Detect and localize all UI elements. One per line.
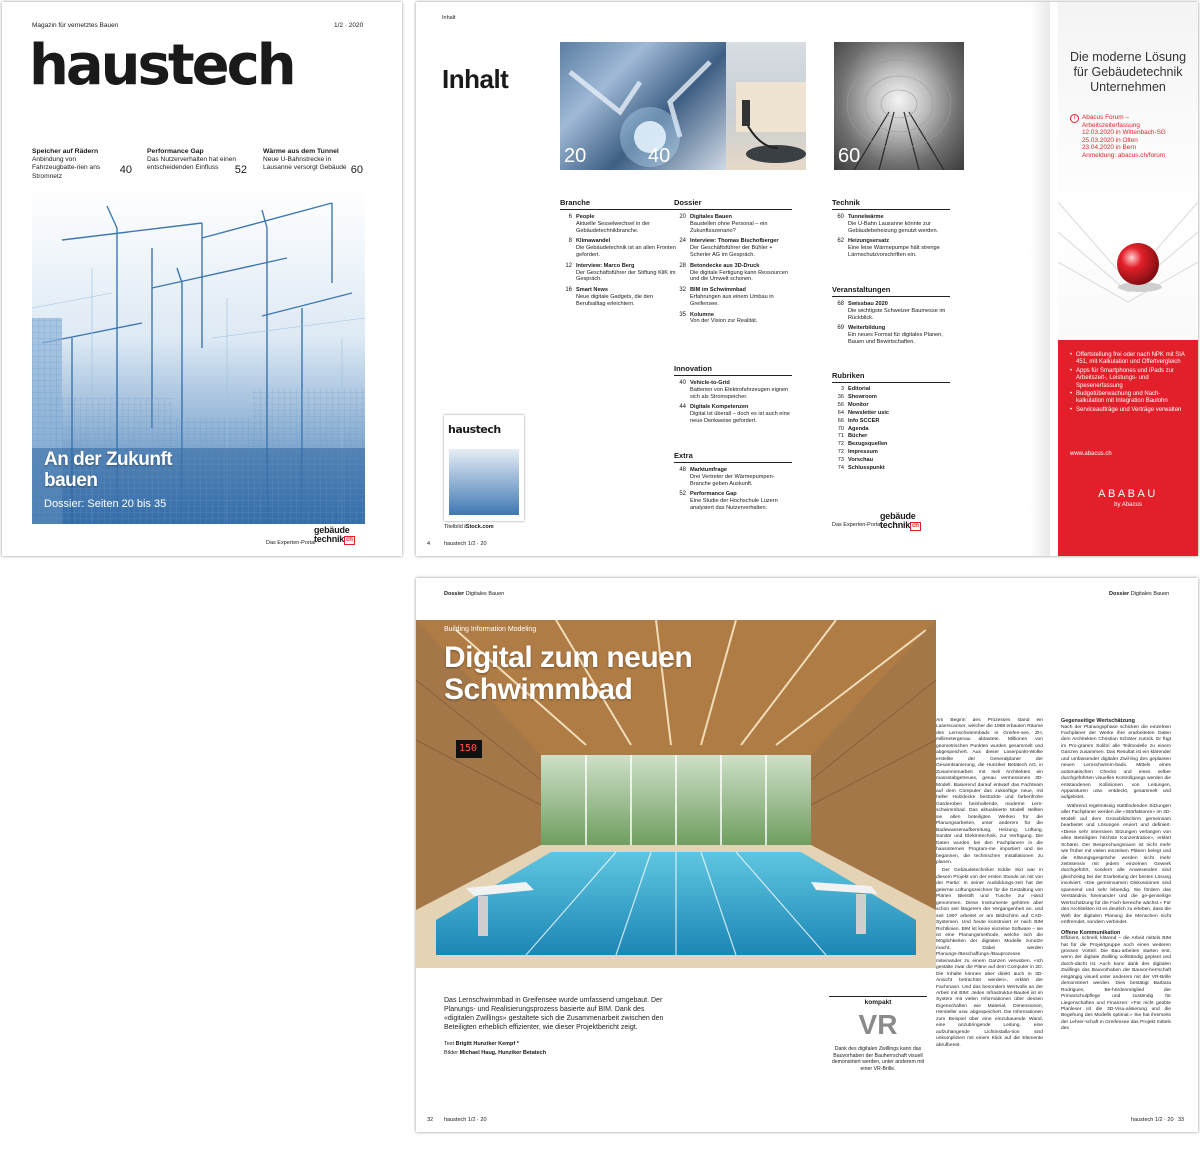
article-kicker: Building Information Modeling: [444, 626, 537, 633]
kompakt-text: Dank des digitalen Zwillings kann das Bauvorhaben der Bauherrschaft visuell demonstriert werden, unter anderem mit einer VR-Brille.: [831, 1046, 925, 1072]
entry-title: Vorschau: [848, 457, 874, 464]
entry-title: Showroom: [848, 393, 877, 400]
entry-description: Der Geschäftsführer der Stiftung KliK im Gespräch.: [576, 269, 676, 283]
abacus-advertisement[interactable]: [1058, 2, 1198, 556]
section-heading: Dossier: [674, 198, 792, 210]
ad-bullet: • Budgetüberwachung und Nach-kalkulation mit Integration Baulohn: [1070, 391, 1188, 406]
ababau-sub: by Abacus: [1114, 502, 1142, 508]
entry-title: Vehicle-to-Grid: [690, 380, 730, 386]
forum-date: 12.03.2020 in Wittenbach-SG: [1082, 129, 1166, 137]
toc-section-extra: [674, 451, 792, 512]
gebaeudetechnik-logo[interactable]: [314, 526, 355, 545]
entry-title: Interview: Marco Berg: [576, 262, 635, 269]
scoreboard-display: 150: [459, 743, 478, 754]
image-page-number: 40: [648, 145, 671, 167]
ev-charger-icon: [726, 42, 806, 170]
body-paragraph: Effizient, schnell, klärend – die Arbeit mittels BIM hat für die Projektgruppe noch einen weiteren grossen Vorteil: Die Bau-arbeiten starten erst, wenn der digitale Zwilling vollständig geplant und durch-dacht ist. Auch kann dank des digitalen Zwillings das Bauvorhaben der Bauvor-herrschaft eingängig visuell unter anderem mit der VR-Brille demonstriert werden. Dies bestätigt Barbara Rodrigues, Be-hördenmitglied der Primarschulpflege und zuständig für Liegenschaften und Finanzen: «Für nicht geübte Planleser ist die 3D-Visu-alisierung und die Begehung des Modells optimal.» Sie hat ihrerseits der Lehrer-schaft in Greifensee das Projekt mittels des: [1061, 936, 1171, 1032]
entry-page: 68: [837, 301, 844, 307]
entry-title: Schlusspunkt: [848, 465, 885, 472]
teaser-text: Neue U-Bahnstrecke in Lausanne versorgt Gebäude: [263, 156, 347, 172]
thumb-image: [449, 449, 519, 515]
body-paragraph: Nach der Planungsphase schicken die einzelnen Fachplaner der Werke ihre erarbeiteten Daten dem Architekten Christian Schärer zurück. Er fügt im Pro-gramm Solibri alle Teilmodelle zu einem Ganzen zusammen. Das Resultat ist ein klärender und umfassender digitaler Zwil-ling des geplanten neuen Lernschwimm-bads. Mittels eines automatischen Checks und eines selber durchgeführten visuellen Kontrollgangs werden die entstandenen Kollisionen von Leitungen, Apparaturen usw. entdeckt, gesammelt und aufgelistet.: [1061, 724, 1171, 801]
toc-entry[interactable]: [674, 380, 792, 400]
entry-page: 72: [837, 441, 844, 448]
entry-title: Marktumfrage: [690, 467, 727, 473]
gebaeudetechnik-logo[interactable]: [880, 512, 921, 531]
body-paragraph: Während regelmässig stattfindenden Sitzungen aller Fachplaner werden die «Störfaktoren» im 3D-Modell auf dem Grossbildschirm gemeinsam bearbeitet und Lösungen eruiert und definiert. «Diese sehr intensiven Sitzungen verlangen von allen Beteiligten höchste Konzentration», erklärt Schärer. Der Besprechungsraum ist nicht mehr wie früher mit vielen einzelnen Plänen belegt und die Klärungsgespräche werden nicht mehr zeitintensiv mit jedem einzelnen Gewerk durchgeführt, sondern alle Anwesenden sind gleichzeitig bei der Erarbeitung der besten Lösung involviert. «Die gemeinsamen Diskussionen sind spannend und sehr lebendig. Sie fördern das Verständnis füreinander und die ge-genseitige Wertschätzung für die Fach-bereiche wächst.» Für den Architekten ist es deutlich zu erleben, dass die Welt der digitalen Planung die Menschen nicht entfremdet, sondern verbindet.: [1061, 803, 1171, 926]
ad-forum-block[interactable]: [1070, 114, 1188, 160]
entry-title: Smart News: [576, 287, 609, 294]
cover-wordmark: haustech: [29, 33, 294, 98]
running-head-left: [444, 591, 504, 598]
running-head: Inhalt: [442, 15, 456, 21]
entry-title: Betondecke aus 3D-Druck: [690, 262, 760, 269]
cover-issue: 1/2 · 2020: [334, 22, 364, 29]
logo-word2: technik: [880, 520, 911, 530]
gutter-shadow: [1030, 2, 1050, 556]
rubrik-item[interactable]: [832, 402, 950, 410]
rubrik-item[interactable]: [832, 418, 950, 426]
entry-title: Interview: Thomas Bischofberger: [690, 238, 779, 245]
toc-entry[interactable]: [674, 214, 792, 234]
entry-page: 62: [837, 238, 844, 245]
entry-title: Performance Gap: [690, 491, 737, 498]
entry-description: Neue digitale Gadgets, die den Berufsalltag erleichtern.: [576, 293, 653, 307]
toc-entry[interactable]: [560, 238, 678, 258]
credit-text: [444, 1041, 519, 1048]
teaser-page: 40: [119, 164, 132, 176]
rubrik-item[interactable]: [832, 441, 950, 449]
entry-title: Kolumne: [690, 311, 714, 318]
subheading: Offene Kommunikation: [1061, 929, 1121, 936]
entry-description: Die U-Bahn Lausanne könnte zur Gebäudebeheizung genutzt werden.: [848, 220, 939, 234]
running-head-right: [1109, 591, 1169, 598]
image-page-number: 60: [838, 145, 861, 167]
logo-word2: technik: [314, 534, 345, 544]
entry-page: 73: [837, 457, 844, 464]
logo-suffix: ch: [912, 523, 919, 529]
toc-image-tunnel[interactable]: [834, 42, 964, 170]
entry-page: 24: [679, 238, 686, 245]
running-head-topic: Digitales Bauen: [465, 591, 505, 597]
entry-description: Die digitale Fertigung kann Ressourcen und die Umwelt schonen.: [690, 269, 788, 283]
credit-name: Brigitt Hunziker Kempf *: [455, 1041, 519, 1047]
entry-page: 64: [837, 409, 844, 416]
logo-suffix: ch: [346, 537, 353, 543]
entry-description: Von der Vision zur Realität.: [690, 318, 758, 325]
titlebild-credit: [444, 524, 494, 531]
logo-word1: gebäude: [880, 511, 916, 521]
teaser-page: 60: [350, 164, 363, 176]
rubrik-item[interactable]: [832, 465, 950, 473]
toc-section-dossier: [674, 198, 792, 325]
section-heading: Veranstaltungen: [832, 285, 950, 297]
entry-description: Ein neues Format für digitales Planen, Bauen und Bewirtschaften.: [848, 332, 943, 345]
cover-teaser-1[interactable]: [32, 148, 132, 181]
footer-right-issue: haustech 1/2 · 20: [1131, 1117, 1174, 1123]
entry-page: 69: [837, 325, 844, 332]
info-icon: i: [1070, 114, 1079, 123]
entry-title: Monitor: [848, 401, 869, 408]
body-column-2: [1061, 718, 1171, 1110]
entry-description: Die Gebäudetechnik ist an allen Fronten gefordert.: [576, 245, 676, 258]
entry-title: Heizungsersatz: [848, 238, 890, 245]
section-heading: Technik: [832, 198, 950, 210]
titlebild-source: iStock.com: [464, 524, 494, 530]
entry-page: 32: [679, 287, 686, 294]
ad-bullet: • Offertstellung frei oder nach NPK mit SIA 451, mit Kalkulation und Offertvergleich: [1070, 352, 1188, 367]
article-lead: Das Lernschwimmbad in Greifensee wurde umfassend umgebaut. Der Planungs- und Realisierungsprozess basierte auf BIM. Dank des «digitalen Zwillings» gestaltete sich die Zusammenarbeit zwischen den Beteiligten erheblich effizienter, wie dieser Projektbericht zeigt.: [444, 997, 664, 1031]
cover-teaser-2[interactable]: [147, 148, 247, 176]
ababau-logo: ABABAU: [1098, 488, 1158, 500]
entry-description: Aktuelle Sesselwechsel in der Gebäudetechnikbranche.: [576, 220, 650, 234]
entry-page: 70: [837, 425, 844, 432]
rubrik-item[interactable]: [832, 426, 950, 434]
cover-tagline: Magazin für vernetztes Bauen: [32, 22, 119, 29]
credit-label: Bilder: [444, 1050, 459, 1056]
toc-title: Inhalt: [442, 64, 509, 94]
portal-label: Das Experten-Portal: [266, 540, 316, 546]
ad-bullet: • Apps für Smartphones und iPads zur Arbeitszeit-, Leistungs- und Spesenerfassung: [1070, 368, 1188, 390]
red-sphere-icon: [1058, 172, 1198, 342]
footer-left-issue: haustech 1/2 · 20: [444, 1117, 487, 1123]
footer-right-page: 33: [1178, 1117, 1185, 1123]
cover-headline-line1: An der Zukunft: [44, 449, 173, 470]
entry-description: Digital ist überall – doch es ist auch eine neue Denkweise gefordert.: [690, 411, 790, 424]
toc-entry[interactable]: [560, 287, 678, 307]
subheading: Gegenseitige Wertschätzung: [1061, 718, 1135, 724]
section-heading: Extra: [674, 451, 792, 463]
rubrik-item[interactable]: [832, 433, 950, 441]
entry-page: 28: [679, 262, 686, 269]
entry-page: 40: [679, 380, 686, 386]
teaser-title: Speicher auf Rädern: [32, 148, 99, 155]
titlebild-label: Titelbild: [444, 524, 463, 530]
thumb-wordmark: haustech: [448, 423, 501, 436]
toc-entry[interactable]: [560, 214, 678, 234]
cover-image-cranes: [32, 188, 365, 524]
credit-label: Text: [444, 1041, 455, 1047]
entry-page: 71: [837, 433, 844, 440]
entry-title: Bücher: [848, 433, 868, 440]
headline-line1: Digital zum neuen: [444, 641, 693, 674]
ad-url[interactable]: www.abacus.ch: [1070, 451, 1112, 457]
toc-entry[interactable]: [674, 263, 792, 283]
cover-teaser-3[interactable]: [263, 148, 363, 176]
logo-word1: gebäude: [314, 525, 350, 535]
teaser-text: Das Nutzerverhalten hat einen entscheidenden Einfluss: [147, 156, 237, 172]
entry-title: Weiterbildung: [848, 325, 886, 332]
entry-description: Erfahrungen aus einem Umbau in Greifensee.: [690, 293, 774, 307]
toc-section-veranstaltungen: [832, 285, 950, 346]
toc-section-innovation: [674, 364, 792, 425]
entry-description: Baustellen ohne Personal – ein Zukunftsszenario?: [690, 220, 768, 234]
section-heading: Branche: [560, 198, 678, 210]
entry-description: Batterien von Elektrofahrzeugen eignen sich als Stromspeicher.: [690, 386, 789, 400]
entry-description: Der Geschäftsführer der Bühler + Scherler AG im Gespräch.: [690, 245, 773, 258]
cover-thumbnail[interactable]: [444, 415, 524, 521]
toc-entry[interactable]: [832, 238, 950, 258]
rubrik-item[interactable]: [832, 394, 950, 402]
entry-title: Bezugsquellen: [848, 441, 888, 448]
entry-page: 72: [837, 449, 844, 456]
kompakt-label: kompakt: [829, 996, 927, 1006]
entry-description: Die wichtigste Schweizer Baumesse im Rückblick.: [848, 307, 946, 321]
swimming-pool-image[interactable]: [416, 620, 936, 968]
body-column-1: [936, 718, 1043, 1110]
entry-title: Editorial: [848, 386, 871, 392]
rubrik-item[interactable]: [832, 386, 950, 394]
table-of-contents-spread: [416, 2, 1198, 556]
toc-entry[interactable]: [674, 287, 792, 307]
entry-description: Drei Vertreter der Wärmepumpen-Branche geben Auskunft.: [690, 473, 775, 487]
cover-subline: Dossier: Seiten 20 bis 35: [44, 498, 167, 510]
kompakt-box: [829, 996, 927, 1072]
footer-page: 4: [427, 541, 431, 547]
entry-page: 36: [837, 393, 844, 400]
toc-section-branche: [560, 198, 678, 308]
entry-page: 44: [679, 404, 686, 411]
forum-link[interactable]: Anmeldung: abacus.ch/forum: [1082, 151, 1166, 159]
toc-entry[interactable]: [674, 404, 792, 424]
toc-entry[interactable]: [674, 491, 792, 511]
rubrik-item[interactable]: [832, 457, 950, 465]
toc-entry[interactable]: [674, 312, 792, 326]
rubrik-item[interactable]: [832, 410, 950, 418]
entry-title: Klimawandel: [576, 238, 611, 245]
toc-image-robot-welding[interactable]: [560, 42, 726, 170]
forum-title: Abacus Forum – Arbeitszeiterfassung: [1082, 114, 1140, 129]
entry-page: 20: [679, 214, 686, 220]
entry-page: 52: [679, 491, 686, 498]
toc-entry[interactable]: [674, 238, 792, 258]
toc-section-rubriken: [832, 371, 950, 473]
entry-page: 66: [837, 417, 844, 424]
toc-entry[interactable]: [832, 325, 950, 345]
portal-label: Das Experten-Portal: [832, 522, 882, 528]
teaser-page: 52: [234, 164, 247, 176]
ad-red-panel: [1058, 340, 1198, 556]
entry-page: 74: [837, 465, 844, 472]
teaser-text: Anbindung von Fahrzeugbatte-rien ans Stromnetz: [32, 156, 101, 180]
credit-pictures: [444, 1050, 546, 1057]
kompakt-big: VR: [858, 1009, 898, 1040]
entry-page: 16: [565, 287, 572, 294]
entry-title: Swissbau 2020: [848, 301, 888, 307]
image-page-number: 20: [564, 145, 587, 167]
entry-description: Eine leise Wärmepumpe hält strenge Lärmschutzvorschriften ein.: [848, 245, 940, 258]
body-paragraph: Am Beginn des Prozesses stand ein Laserscanner, welcher die 1968 erbauten Räume des Lernschwimmbads in Greifen-see, ZH, millimetergenau abtastete. Millionen von geometrischen Punkten wurden gesammelt und abgespeichert. Aus dieser Laserpunkt-Wolke erstellte der Generalplaner der Gesamtsanierung, die Hunziker Betatech AG, in Zusammenarbeit mit Iseli Architekten ein massstabgetreues, genau vermessenes 3D-Modell. Basierend darauf entwarf das Fachteam auf dem Computer das zukünftige neue, mit heller Holzdecke bestückte und farbenfrohe Garderoben beinhaltende, moderne Lern-schwimmbad. Das aktualisierte Modell stellten sie allen beteiligten Werken für die Planungsarbeiten, unter anderem für die Badewasseraufbereitung, Heizung, Lüftung, Sanitär und Elektrotechnik, zur Verfügung. Die Daten wurden bei den Fachplanern in die hausinternen Program-me importiert und sie begannen, die technischen Installationen zu planen.: [936, 718, 1043, 865]
toc-entry[interactable]: [674, 467, 792, 487]
headline-line2: Schwimmbad: [444, 673, 633, 706]
entry-page: 35: [679, 311, 686, 318]
entry-title: People: [576, 214, 595, 220]
entry-title: Info SCCER: [848, 417, 880, 424]
footer-issue: haustech 1/2 · 20: [444, 541, 487, 547]
teaser-title: Performance Gap: [147, 148, 204, 155]
article-spread: [416, 578, 1198, 1132]
running-head-topic: Digitales Bauen: [1130, 591, 1170, 597]
rubrik-item[interactable]: [832, 449, 950, 457]
forum-date: 25.03.2020 in Olten: [1082, 136, 1138, 144]
body-paragraph: Der Gebäudetechniker Eddie Sixt war in diesem Projekt von der ersten Stunde an mit von der Partie: In seiner Ausbildungs-zeit hat der gelernte Lüftungszeichner für die Gestaltung von Plänen Bleistift und Tusche zur Hand genommen. Diese Instrumente gehören aber schon seit längerem der Vergangenheit an, und seit 1997 arbeitet er am Bildschirm auf CAD-Systemen. Und heute konstruiert er nach BIM Richtlinien. BIM ist keine einzelne Software – sie ist eine Planungsmethode, welche sich die Möglichkeiten der digitalen Modelle zunutze macht. Dabei werden Planungs-/Beschaffungs-/Bauprozesse miteinander zu einem Ganzen verwoben. «Ich gestalte zwar die Pläne auf dem Computer in 2D. Die Inhalte können aber direkt auch in 3D-Ansicht betrachtet werden», erklärt der Fachmann. Und das besonders Wertvolle an der Arbeit mit BIM: Jedes Infrastruktur-Bauteil ist im System mit vielen Informationen über dessen Eigenschaften wie Material, Dimensionen, Hersteller usw. abgespeichert. Die Informationen zum Beispiel über eine einzubauende Wand, eine anzubringende Leitung, eine aufzuhängende Lichtinstalla-tion sind unkompliziert mit einem Klick auf die Elemente abrufbereit.: [936, 868, 1043, 1048]
entry-page: 3: [840, 386, 844, 392]
forum-date: 23.04.2020 in Bern: [1082, 144, 1137, 152]
entry-title: Digitale Kompetenzen: [690, 404, 749, 411]
teaser-title: Wärme aus dem Tunnel: [263, 148, 339, 155]
running-head-section: Dossier: [444, 591, 465, 597]
credit-name: Michael Haug, Hunziker Betatech: [459, 1050, 547, 1056]
entry-page: 8: [568, 238, 572, 245]
entry-page: 6: [568, 214, 572, 220]
entry-page: 12: [565, 262, 572, 269]
entry-title: BIM im Schwimmbad: [690, 287, 746, 294]
entry-description: Eine Studie der Hochschule Luzern analysiert das Nutzerverhalten.: [690, 498, 778, 511]
toc-section-technik: [832, 198, 950, 259]
toc-image-ev-charging[interactable]: [726, 42, 806, 170]
entry-page: 56: [837, 401, 844, 408]
ad-bullet: • Serviceaufträge und Verträge verwalten: [1070, 407, 1188, 414]
toc-entry[interactable]: [560, 263, 678, 283]
ad-title: Die moderne Lösung für Gebäudetechnik Unternehmen: [1069, 50, 1187, 94]
running-head-section: Dossier: [1109, 591, 1130, 597]
toc-entry[interactable]: [832, 301, 950, 321]
entry-page: 60: [837, 214, 844, 220]
ad-bullet-list: [1070, 352, 1188, 414]
cover-headline-line2: bauen: [44, 470, 98, 491]
magazine-cover: [2, 2, 402, 556]
entry-title: Digitales Bauen: [690, 214, 732, 220]
entry-title: Impressum: [848, 449, 878, 456]
section-heading: Innovation: [674, 364, 792, 376]
entry-page: 48: [679, 467, 686, 473]
section-heading: Rubriken: [832, 371, 950, 383]
entry-title: Newsletter usic: [848, 409, 890, 416]
entry-title: Agenda: [848, 425, 869, 432]
toc-entry[interactable]: [832, 214, 950, 234]
entry-title: Tunnelwärme: [848, 214, 884, 220]
footer-left-page: 32: [427, 1117, 434, 1123]
